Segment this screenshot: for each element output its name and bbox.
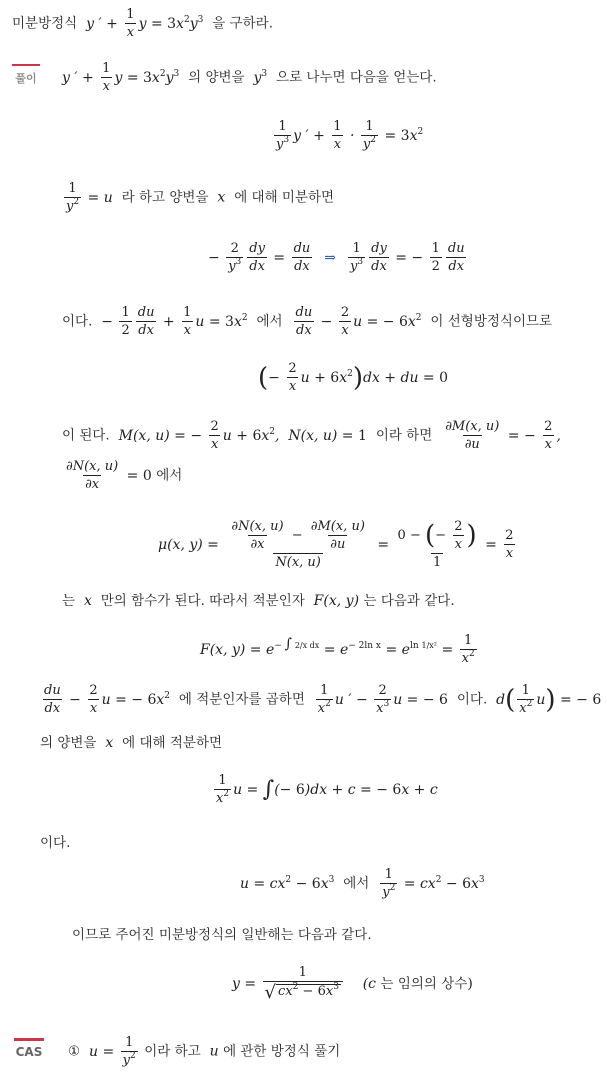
text-linear: 이 선형방정식이므로	[430, 313, 553, 330]
solution-label-bar	[12, 64, 40, 66]
text-from-3: 에서	[343, 875, 370, 892]
text-both-sides: 의 양변을	[188, 69, 245, 86]
equation-divided: $\frac{1}{y^3}$ y ′ + $\frac{1}{x}$ · $\frac{1}{y^2}$ = $3x^2$	[276, 119, 424, 152]
cas-label-bar	[14, 1038, 44, 1041]
text-differentiate: 에 대해 미분하면	[234, 189, 335, 206]
text-let: 라 하고 양변을	[121, 189, 209, 206]
text-is-3: 이다.	[40, 835, 71, 851]
multiply-factor-line: $\frac{du}{dx}$ − $\frac{2}{x}$ u = − $6x^2$ 에 적분인자를 곱하면 $\frac{1}{x^2}$ u ′ − $\frac{2}{x^3}$ u = − 6 이다. d( $\frac{1}{x^2}$ u) = − 6	[44, 683, 602, 716]
equation-integral: $\frac{1}{x^2}$ u = ∫(− 6)dx + c = − 6x + c	[216, 773, 438, 806]
text-from: 에서	[256, 313, 283, 330]
text-general-solution: 이므로 주어진 미분방정식의 일반해는 다음과 같다.	[72, 927, 372, 943]
text-from-2: 에서	[156, 467, 183, 484]
equation-original: y ′ + $\frac{1}{x}$ $y = 3x^2y^3$	[62, 61, 180, 94]
cas-label	[14, 1038, 44, 1059]
solution-label-text: 풀이	[15, 72, 37, 85]
general-solution-text	[72, 928, 372, 943]
text-integrate: 에 대해 적분하면	[122, 735, 223, 751]
cas-text-let: 이라 하고	[144, 1043, 201, 1060]
text-multiply: 에 적분인자를 곱하면	[178, 691, 305, 708]
text-arbitrary-constant: 는 임의의 상수	[380, 976, 468, 992]
substitution-line: $\frac{1}{y^2}$ = u 라 하고 양변을 x 에 대해 미분하면	[66, 181, 335, 214]
cas-label-text: CAS	[15, 1045, 43, 1059]
problem-text: 미분방정식	[12, 15, 78, 32]
sqrt-symbol: √ $cx^2 - 6x^3$	[264, 982, 339, 1003]
equation-exact-form: (− $\frac{2}{x}$ $u + 6x^2)dx$ + du = 0	[258, 361, 449, 394]
linear-equation-line: 이다. − $\frac{1}{2}$ $\frac{du}{dx}$ + $\frac{1}{x}$ $u = 3x^2$ 에서 $\frac{du}{dx}$ − $\frac{2}{x}$ u = − $6x^2$ 이 선형방정식이므로	[62, 305, 553, 338]
text-is: 이다.	[62, 313, 93, 330]
problem-statement	[12, 8, 273, 39]
mn-definition-line: 이 된다. M(x, u) = − $\frac{2}{x}$ $u + 6x^2$, N(x, u) = 1 이라 하면 $\frac{\partial M(x, u)}{\partial u}$ = − $\frac{2}{x}$ ,	[62, 419, 561, 452]
solution-label	[12, 64, 40, 86]
is-line	[40, 836, 70, 851]
equation-general-solution: y = 1 √ $cx^2 - 6x^3$ (c 는 임의의 상수)	[232, 965, 473, 1003]
equation-u-solution: $u = cx^2 - 6x^3$ 에서 $\frac{1}{y^2}$ = $cx^2 - 6x^3$	[240, 867, 485, 900]
cas-text-solve: 에 관한 방정식 풀기	[223, 1043, 341, 1060]
text-topic: 는	[62, 593, 76, 609]
implies-arrow-icon: ⇒	[324, 249, 337, 266]
solution-line-1: y ′ + $\frac{1}{x}$ $y = 3x^2y^3$ 의 양변을 $y^3$ 으로 나누면 다음을 얻는다.	[62, 61, 437, 94]
text-becomes: 이 된다.	[62, 427, 110, 444]
text-is-2: 이다.	[456, 691, 488, 708]
function-of-x-line: 는 x 만의 함수가 된다. 따라서 적분인자 F(x, y) 는 다음과 같다.	[62, 593, 455, 609]
cas-step-1: ① u = $\frac{1}{y^2}$ 이라 하고 u 에 관한 방정식 풀기	[68, 1035, 341, 1068]
problem-suffix: 을 구하라.	[212, 15, 273, 32]
equation-integrating-factor: F(x, $y) = e^{- \int 2/x dx} = e^{- 2ln x} = e^{ln 1/x^2}$ = $\frac{1}{x^2}$	[200, 633, 475, 666]
equation-derivative: − $\frac{2}{y^3}$ $\frac{dy}{dx}$ = $\frac{du}{dx}$ ⇒ $\frac{1}{y^3}$ $\frac{dy}{dx}$ = − $\frac{1}{2}$ $\frac{du}{dx}$	[208, 241, 465, 274]
text-then: 이라 하면	[375, 427, 433, 444]
partial-n-line: $\frac{\partial N(x, u)}{\partial x}$ = 0 에서	[66, 459, 183, 492]
equation-integrating-factor-ratio: μ(x, y) = $\frac{\partial N(x, u)}{\partial x}$ − $\frac{\partial M(x, u)}{\partial u}$ N(x, u) = 0 − (− $\frac{2}{x}$ ) 1 = $\frac{2}{x}$	[158, 519, 514, 570]
text-divide: 으로 나누면 다음을 얻는다.	[276, 69, 437, 86]
text-as-follows: 는 다음과 같다.	[363, 593, 455, 609]
integrate-both-line: 의 양변을 x 에 대해 적분하면	[40, 735, 223, 751]
cas-step-number: ①	[68, 1043, 81, 1060]
text-function-only: 만의 함수가 된다. 따라서 적분인자	[100, 593, 305, 609]
problem-equation: y ′ + $\frac{1}{x}$ $y = 3x^2y^3$	[81, 7, 204, 40]
text-both-sides-2: 의 양변을	[40, 735, 97, 751]
